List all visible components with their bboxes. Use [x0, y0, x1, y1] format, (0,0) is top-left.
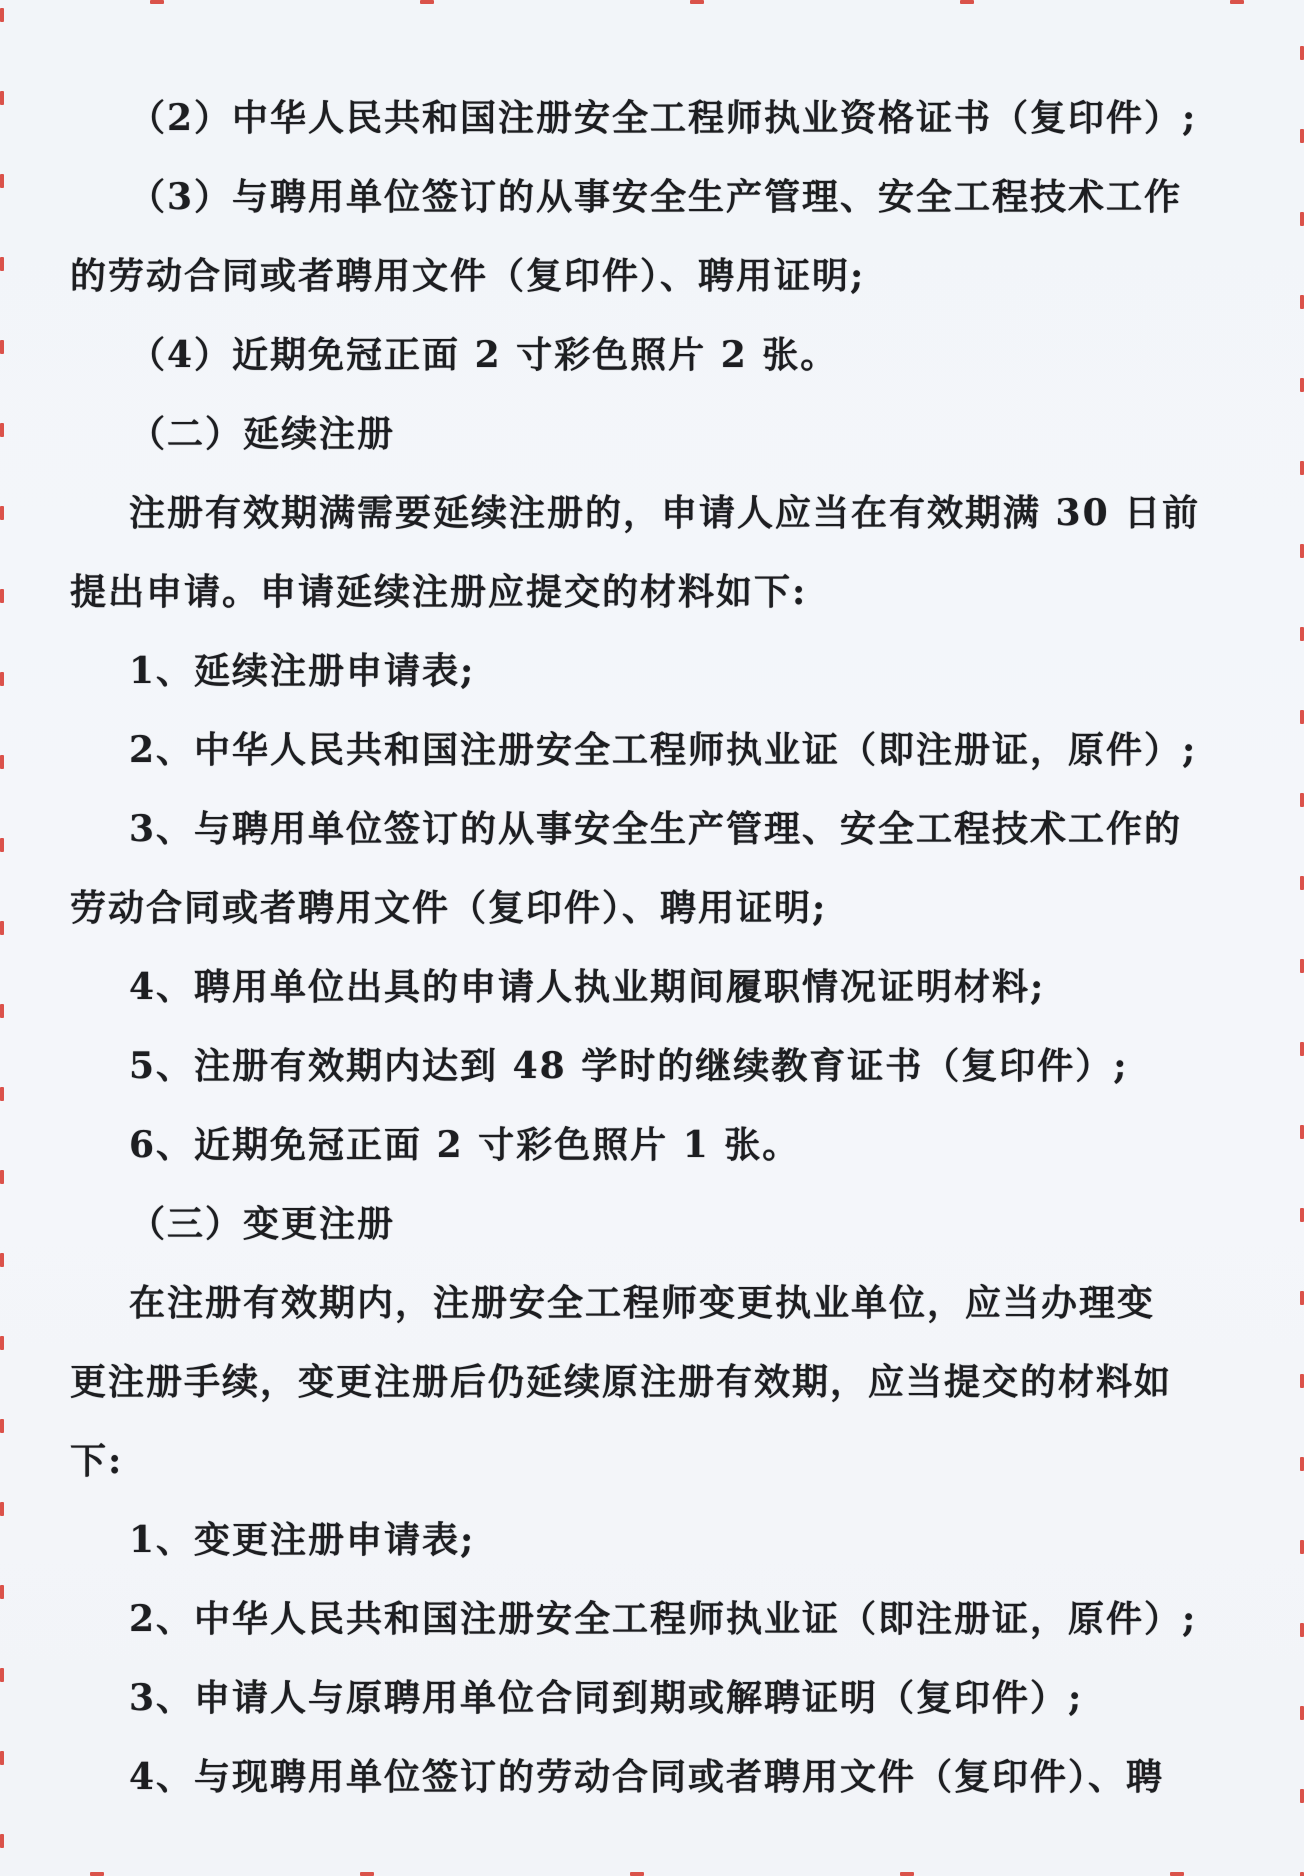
scan-edge-mark	[0, 589, 4, 603]
scan-edge-mark	[1300, 1457, 1304, 1471]
list-item: 2、中华人民共和国注册安全工程师执业证（即注册证，原件）;	[129, 729, 1198, 771]
scan-edge-mark	[0, 672, 4, 686]
scan-edge-mark	[1300, 710, 1304, 724]
scan-edge-mark	[0, 91, 4, 105]
scan-edge-mark	[1300, 378, 1304, 392]
list-item: 3、申请人与原聘用单位合同到期或解聘证明（复印件）;	[129, 1677, 1084, 1719]
list-item-continuation: 劳动合同或者聘用文件（复印件）、聘用证明;	[70, 887, 828, 929]
scan-edge-mark	[1300, 295, 1304, 309]
scan-edge-mark	[360, 1872, 374, 1876]
scan-edge-mark	[1300, 1042, 1304, 1056]
text-line: （3）与聘用单位签订的从事安全生产管理、安全工程技术工作	[129, 176, 1183, 218]
scan-edge-mark	[1300, 627, 1304, 641]
scan-edge-mark	[1300, 1374, 1304, 1388]
scan-edge-mark	[1300, 1125, 1304, 1139]
scan-edge-mark	[0, 755, 4, 769]
text-line: 的劳动合同或者聘用文件（复印件）、聘用证明;	[70, 255, 866, 297]
scan-edge-mark	[0, 1170, 4, 1184]
scan-edge-mark	[630, 1872, 644, 1876]
text-line: 在注册有效期内，注册安全工程师变更执业单位，应当办理变	[129, 1282, 1156, 1324]
scan-edge-mark	[0, 1004, 4, 1018]
scan-edge-mark	[0, 1751, 4, 1765]
scan-edge-mark	[1300, 876, 1304, 890]
scan-edge-mark	[1300, 1872, 1304, 1876]
scan-edge-mark	[0, 257, 4, 271]
scan-edge-mark	[1300, 212, 1304, 226]
text-line: （2）中华人民共和国注册安全工程师执业资格证书（复印件）;	[129, 97, 1198, 139]
list-item: 4、聘用单位出具的申请人执业期间履职情况证明材料;	[129, 966, 1046, 1008]
scan-edge-mark	[0, 8, 4, 22]
scan-edge-mark	[90, 1872, 104, 1876]
scan-edge-mark	[150, 0, 164, 4]
list-item: 1、延续注册申请表;	[129, 650, 476, 692]
scan-edge-mark	[1300, 1706, 1304, 1720]
scan-edge-mark	[1300, 544, 1304, 558]
scan-edge-mark	[1300, 959, 1304, 973]
scan-edge-mark	[1300, 1208, 1304, 1222]
scan-edge-mark	[1300, 793, 1304, 807]
scan-edge-mark	[0, 921, 4, 935]
text-line: 注册有效期满需要延续注册的，申请人应当在有效期满 30 日前	[129, 492, 1201, 534]
list-item: 1、变更注册申请表;	[129, 1519, 476, 1561]
list-item: 4、与现聘用单位签订的劳动合同或者聘用文件（复印件）、聘	[129, 1756, 1165, 1798]
scan-edge-mark	[1300, 1540, 1304, 1554]
scan-edge-mark	[0, 1253, 4, 1267]
list-item: 5、注册有效期内达到 48 学时的继续教育证书（复印件）;	[129, 1045, 1129, 1087]
scan-edge-mark	[1300, 1291, 1304, 1305]
section-heading: （三）变更注册	[129, 1203, 396, 1245]
scan-edge-mark	[1230, 0, 1244, 4]
scan-edge-mark	[1300, 129, 1304, 143]
scan-edge-mark	[0, 1087, 4, 1101]
scan-edge-mark	[0, 1419, 4, 1433]
scan-edge-mark	[0, 1502, 4, 1516]
list-item: 2、中华人民共和国注册安全工程师执业证（即注册证，原件）;	[129, 1598, 1198, 1640]
scan-edge-mark	[1300, 46, 1304, 60]
text-line: 提出申请。申请延续注册应提交的材料如下:	[70, 571, 808, 613]
text-line: 更注册手续，变更注册后仍延续原注册有效期，应当提交的材料如	[70, 1361, 1173, 1403]
scan-edge-mark	[0, 340, 4, 354]
scan-edge-mark	[0, 423, 4, 437]
scan-edge-mark	[0, 1668, 4, 1682]
scan-edge-mark	[1170, 1872, 1184, 1876]
scan-edge-mark	[1300, 461, 1304, 475]
scan-edge-mark	[420, 0, 434, 4]
section-heading: （二）延续注册	[129, 413, 396, 455]
scan-edge-mark	[960, 0, 974, 4]
scan-edge-mark	[0, 1585, 4, 1599]
scan-edge-mark	[0, 1336, 4, 1350]
scan-edge-mark	[690, 0, 704, 4]
list-item: 6、近期免冠正面 2 寸彩色照片 1 张。	[129, 1124, 801, 1166]
scan-edge-mark	[0, 174, 4, 188]
scan-edge-mark	[0, 1834, 4, 1848]
scan-edge-mark	[900, 1872, 914, 1876]
scan-edge-mark	[0, 506, 4, 520]
list-item: 3、与聘用单位签订的从事安全生产管理、安全工程技术工作的	[129, 808, 1183, 850]
scan-edge-mark	[1300, 1623, 1304, 1637]
scan-edge-mark	[1300, 1789, 1304, 1803]
document-body	[0, 79, 1304, 1817]
text-line: 下:	[70, 1440, 124, 1482]
text-line: （4）近期免冠正面 2 寸彩色照片 2 张。	[129, 334, 839, 376]
scan-edge-mark	[0, 838, 4, 852]
